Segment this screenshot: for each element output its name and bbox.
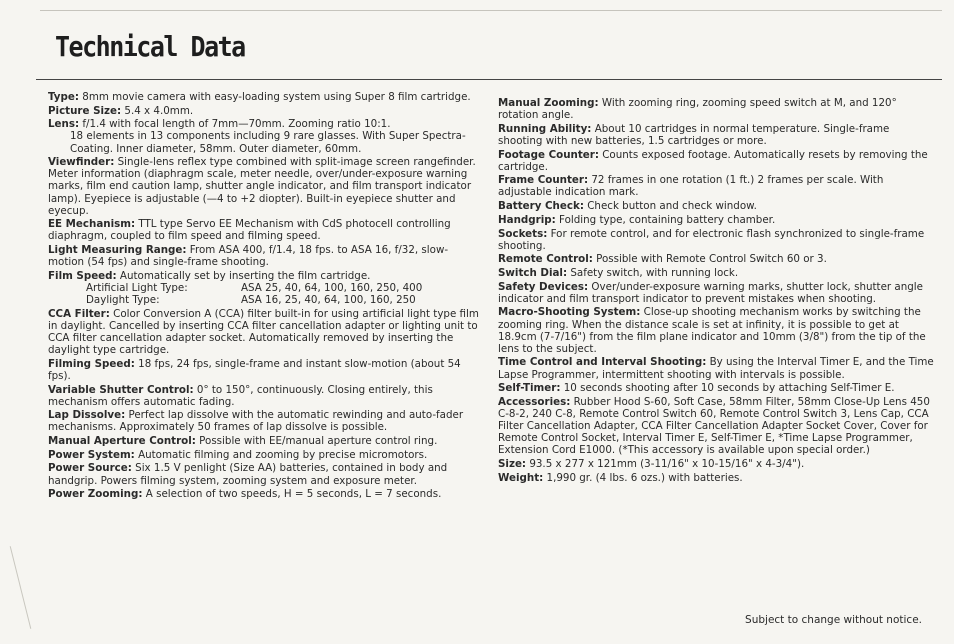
spec-entry [498, 267, 936, 279]
spec-entry [498, 97, 936, 121]
spec-value: From ASA 400, f/1.4, 18 fps. to ASA 16, f/32, slow-motion (54 fps) and single-frame shooting. [48, 244, 449, 269]
film-type-asa: ASA 16, 25, 40, 64, 100, 160, 250 [241, 294, 416, 307]
spec-value: 93.5 x 277 x 121mm (3-11/16" x 10-15/16" x 4-3/4"). [526, 457, 805, 470]
spec-label: Power Zooming: [48, 488, 143, 501]
page-title: Technical Data [55, 30, 245, 63]
spec-entry [48, 244, 480, 268]
spec-label: Variable Shutter Control: [48, 383, 194, 396]
spec-label: Power System: [48, 448, 135, 461]
spec-entry [498, 281, 936, 305]
spec-value: Single-lens reflex type combined with split-image screen rangefinder. Meter information (diaphragm scale, meter needle, over/under-exposure warning marks, film end caution lamp, shutter angle indicator, and film transport indicator lamp). Eyepiece is adjustable (—4 to +2 diopter). Built-in eyepiece shutter and eyecup. [48, 156, 476, 217]
spec-value: Folding type, containing battery chamber. [555, 213, 776, 226]
spec-value: With zooming ring, zooming speed switch at M, and 120° rotation angle. [498, 97, 897, 122]
spec-entry [498, 253, 936, 265]
spec-label: Lens: [48, 118, 80, 131]
spec-label: Manual Aperture Control: [48, 435, 196, 448]
spec-entry [498, 356, 936, 380]
spec-label: Accessories: [498, 395, 571, 408]
spec-value: Rubber Hood S-60, Soft Case, 58mm Filter, 58mm Close-Up Lens 450 C-8-2, 240 C-8, Remote Control Switch 60, Remote Control Switch 3, Lens Cap, CCA Filter Cancellation Adapter, CCA Filter Cancellation Adapter Socket Cover, Cover for Remote Control Socket, Interval Timer E, Self-Timer E, *Time Lapse Programmer, Extension Cord E1000. (*This accessory is available upon special order.) [498, 395, 930, 457]
spec-value: f/1.4 with focal length of 7mm—70mm. Zooming ratio 10:1. [79, 118, 391, 131]
spec-entry [48, 462, 480, 486]
spec-value: Possible with Remote Control Switch 60 or 3. [592, 253, 827, 266]
spec-label: Light Measuring Range: [48, 244, 187, 257]
spec-label: Macro-Shooting System: [498, 306, 641, 319]
spec-entry [48, 449, 480, 461]
spec-entry [498, 174, 936, 198]
spec-entry [48, 384, 480, 408]
spec-entry [48, 156, 480, 216]
spec-label: Type: [48, 91, 79, 103]
spec-value: Automatic filming and zooming by precise micromotors. [134, 448, 428, 461]
spec-entry [498, 123, 936, 147]
spec-entry [48, 488, 480, 500]
spec-label: Frame Counter: [498, 174, 589, 187]
spec-label: Film Speed: [48, 269, 117, 282]
spec-value: 5.4 x 4.0mm. [121, 104, 194, 117]
spec-entry [498, 149, 936, 173]
margin-line [10, 546, 32, 629]
spec-entry [48, 91, 480, 103]
spec-value: Close-up shooting mechanism works by switching the zooming ring. When the distance scale is set at infinity, it is possible to get at 18.9cm (7-7/16") from the film plane indicator and 10mm (3/8") from the tip of the lens to the subject. [498, 306, 926, 355]
spec-value: Over/under-exposure warning marks, shutter lock, shutter angle indicator and film transport indicator to prevent mistakes when shooting. [498, 280, 923, 305]
spec-entry [498, 214, 936, 226]
spec-value: Six 1.5 V penlight (Size AA) batteries, contained in body and handgrip. Powers filming system, zooming system and exposure meter. [48, 462, 448, 487]
spec-value: A selection of two speeds, H = 5 seconds, L = 7 seconds. [142, 488, 442, 501]
spec-label: EE Mechanism: [48, 218, 136, 231]
footer-note: Subject to change without notice. [745, 614, 922, 626]
spec-label: Handgrip: [498, 213, 556, 226]
film-type-name: Daylight Type: [86, 294, 160, 307]
spec-value: Safety switch, with running lock. [567, 266, 739, 279]
spec-label: Manual Zooming: [498, 97, 599, 109]
spec-value: 0° to 150°, continuously. Closing entirely, this mechanism offers automatic fading. [48, 383, 433, 408]
spec-value: For remote control, and for electronic flash synchronized to single-frame shooting. [498, 227, 925, 252]
spec-label: Filming Speed: [48, 357, 135, 370]
spec-label: Safety Devices: [498, 280, 589, 293]
film-type-name: Artificial Light Type: [86, 281, 188, 294]
spec-entry [48, 105, 480, 117]
spec-entry [48, 218, 480, 242]
spec-label: Lap Dissolve: [48, 409, 126, 422]
spec-label: Switch Dial: [498, 266, 568, 279]
spec-label: Time Control and Interval Shooting: [498, 356, 707, 369]
spec-entry [498, 458, 936, 470]
spec-entry [498, 228, 936, 252]
spec-label: Footage Counter: [498, 148, 599, 161]
film-type-asa: ASA 25, 40, 64, 100, 160, 250, 400 [241, 281, 423, 294]
spec-value: About 10 cartridges in normal temperature. Single-frame shooting with new batteries, 1.5 cartridges or more. [498, 122, 890, 147]
spec-label: Power Source: [48, 462, 132, 475]
spec-label: Self-Timer: [498, 382, 561, 395]
top-edge-line [40, 10, 942, 11]
spec-value: Counts exposed footage. Automatically resets by removing the cartridge. [498, 148, 928, 173]
spec-value: Possible with EE/manual aperture control ring. [195, 435, 438, 448]
spec-label: Size: [498, 457, 527, 470]
spec-label: Remote Control: [498, 253, 593, 266]
spec-entry [48, 435, 480, 447]
spec-entry [498, 200, 936, 212]
spec-value: 10 seconds shooting after 10 seconds by attaching Self-Timer E. [560, 382, 895, 395]
spec-entry [48, 118, 480, 154]
spec-label: Battery Check: [498, 200, 584, 213]
spec-label: Sockets: [498, 227, 548, 240]
right-spec-column [498, 97, 936, 485]
spec-entry [48, 358, 480, 382]
title-divider [36, 79, 942, 80]
film-type-row [48, 294, 480, 306]
spec-label: Picture Size: [48, 104, 122, 117]
spec-entry [48, 409, 480, 433]
spec-value: 1,990 gr. (4 lbs. 6 ozs.) with batteries. [543, 471, 743, 484]
spec-value: Color Conversion A (CCA) filter built-in for using artificial light type film in daylight. Cancelled by inserting CCA filter cancellation adapter or lighting unit to CCA filter cancellation adapter socket. Automatically removed by inserting the daylight type cartridge. [48, 307, 479, 357]
spec-entry [498, 382, 936, 394]
spec-value: By using the Interval Timer E, and the Time Lapse Programmer, intermittent shooting with intervals is possible. [498, 356, 934, 381]
spec-value: Automatically set by inserting the film cartridge. [116, 269, 371, 282]
spec-value: Check button and check window. [583, 200, 757, 213]
spec-value: 72 frames in one rotation (1 ft.) 2 frames per scale. With adjustable indication mark. [498, 174, 884, 199]
spec-value: TTL type Servo EE Mechanism with CdS photocell controlling diaphragm, coupled to film speed and filming speed. [48, 218, 451, 243]
spec-entry [48, 270, 480, 306]
spec-value: 18 fps, 24 fps, single-frame and instant slow-motion (about 54 fps). [48, 357, 461, 382]
spec-value: Perfect lap dissolve with the automatic rewinding and auto-fader mechanisms. Approximately 50 frames of lap dissolve is possible. [48, 409, 464, 434]
spec-label: Viewfinder: [48, 156, 115, 169]
left-spec-column [48, 91, 480, 502]
spec-value: 8mm movie camera with easy-loading system using Super 8 film cartridge. [79, 91, 471, 103]
spec-subtext: 18 elements in 13 components including 9 rare glasses. With Super Spectra-Coating. Inner diameter, 58mm. Outer diameter, 60mm. [70, 130, 466, 155]
spec-entry [498, 472, 936, 484]
spec-label: Weight: [498, 471, 544, 484]
spec-label: Running Ability: [498, 122, 592, 135]
spec-entry [48, 308, 480, 356]
spec-label: CCA Filter: [48, 307, 110, 320]
film-type-row [48, 282, 480, 294]
spec-entry [498, 396, 936, 456]
spec-entry [498, 306, 936, 354]
